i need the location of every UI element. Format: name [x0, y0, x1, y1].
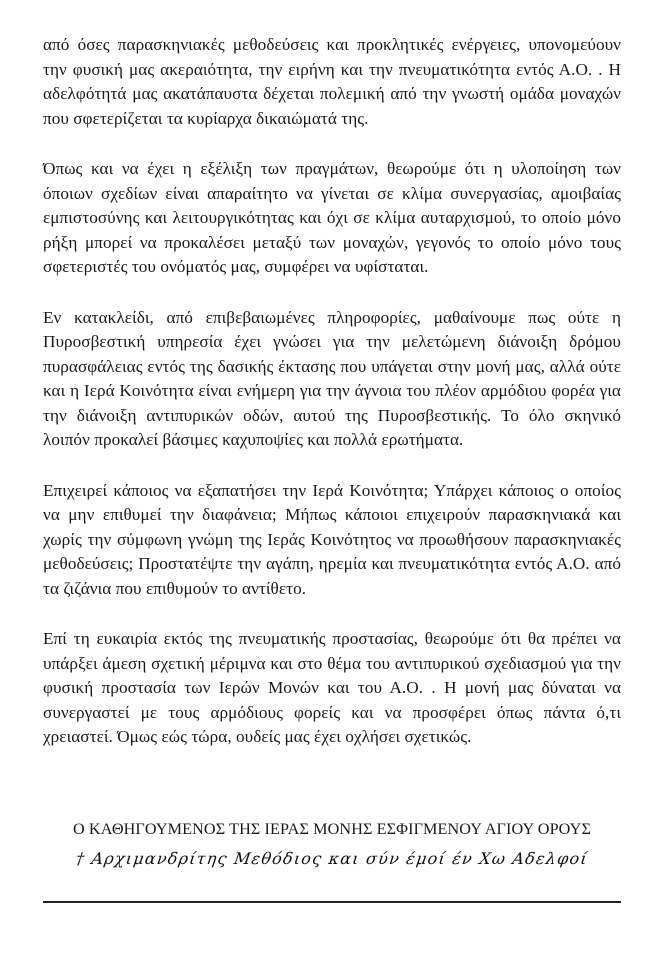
paragraph-4: Επιχειρεί κάποιος να εξαπατήσει την Ιερά Κοινότητα; Υπάρχει κάποιος ο οποίος να μην επιθυμεί την διαφάνεια; Μήπως κάποιοι επιχειρούν παρασκηνιακά και χωρίς την σύμφωνη γνώμη της Ιεράς Κοινότητος να προωθήσουν παρασκηνιακές μεθοδεύσεις; Προστατέψτε την αγάπη, ηρεμία και πνευματικότητα εντός Α.Ο. από τα ζιζάνια που επιθυμούν το αντίθετο. — [43, 480, 621, 598]
paragraph-1: από όσες παρασκηνιακές μεθοδεύσεις και προκλητικές ενέργειες, υπονομεύουν την φυσική μας ακεραιότητα, την ειρήνη και την πνευματικότητα εντός Α.Ο. . Η αδελφότητά μας ακατάπαυστα δέχεται πολεμική από την γνωστή ομάδα μοναχών που σφετερίζεται τα κυρίαρχα δικαιώματά της. — [43, 35, 621, 128]
bottom-divider — [43, 901, 621, 903]
paragraph-2: Όπως και να έχει η εξέλιξη των πραγμάτων, θεωρούμε ότι η υλοποίηση των όποιων σχεδίων είναι απαραίτητο να γίνεται σε κλίμα συνεργασίας, αμοιβαίας εμπιστοσύνης και λειτουργικότητας και όχι σε κλίμα αυταρχισμού, το οποίο μόνο ρήξη μπορεί να προκαλέσει μεταξύ των μοναχών, γεγονός το οποίο μόνο τους σφετεριστές του ονόματός μας, συμφέρει να υφίσταται. — [43, 159, 621, 276]
paragraph-5: Επί τη ευκαιρία εκτός της πνευματικής προστασίας, θεωρούμε ότι θα πρέπει να υπάρξει άμεση σχετική μέριμνα και στο θέμα του αντιπυρικού σχεδιασμού για την φυσική προστασία των Ιερών Μονών και του Α.Ο. . Η μονή μας δύναται να συνεργαστεί με τους αρμόδιους φορείς και να προσφέρει όπως πάντα ό,τι χρειαστεί. Όμως εώς τώρα, ουδείς μας έχει οχλήσει σχετικώς. — [43, 629, 621, 746]
paragraph-3: Εν κατακλείδι, από επιβεβαιωμένες πληροφορίες, μαθαίνουμε πως ούτε η Πυροσβεστική υπηρεσία έχει γνώσει για την μελετώμενη διάνοιξη δρόμου πυρασφάλειας εντός της δασικής έκτασης που υπάγεται στην μονή μας, αλλά ούτε και η Ιερά Κοινότητα είναι ενήμερη για την άγνοια του πλέον αρμόδιου φορέα για την διάνοιξη αντιπυρικών οδών, αυτού της Πυροσβεστικής. Το όλο σκηνικό λοιπόν προκαλεί βάσιμες καχυποψίες και πολλά ερωτήματα. — [43, 307, 621, 449]
handwritten-signature: † Αρχιμανδρίτης Μεθόδιος και σύν έμοί έν Χω Αδελφοί — [74, 849, 590, 868]
signatory-title: Ο ΚΑΘΗΓΟΥΜΕΝΟΣ ΤΗΣ ΙΕΡΑΣ ΜΟΝΗΣ ΕΣΦΙΓΜΕΝΟΥ ΑΓΙΟΥ ΟΡΟΥΣ — [73, 820, 591, 838]
document-page — [43, 33, 621, 868]
signature-block — [43, 818, 621, 870]
